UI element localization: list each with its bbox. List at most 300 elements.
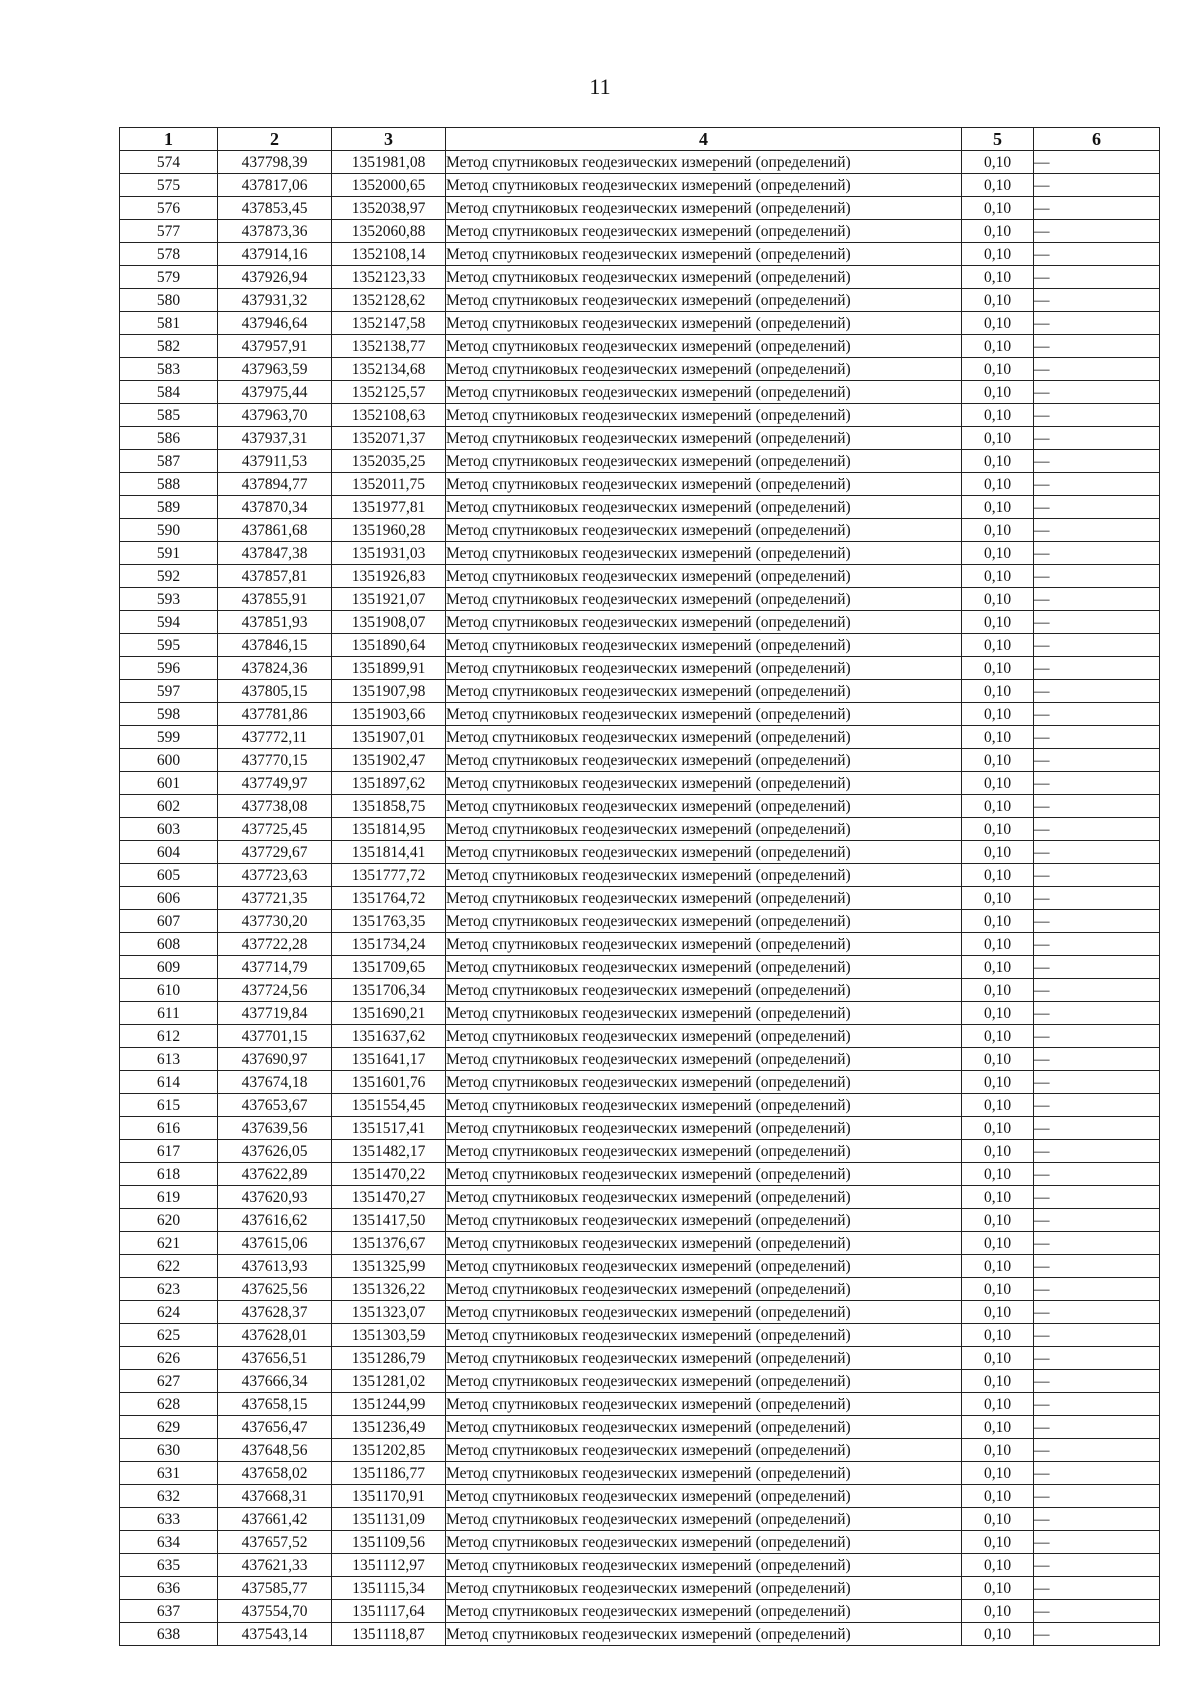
table-row — [120, 1071, 1160, 1094]
y-coordinate-cell: 1352108,63 — [332, 404, 446, 427]
y-coordinate-cell: 1351517,41 — [332, 1117, 446, 1140]
precision-cell: 0,10 — [962, 887, 1034, 910]
method-cell: Метод спутниковых геодезических измерений (определений) — [446, 335, 962, 358]
x-coordinate-cell: 437622,89 — [218, 1163, 332, 1186]
y-coordinate-cell: 1352125,57 — [332, 381, 446, 404]
precision-cell: 0,10 — [962, 1048, 1034, 1071]
x-coordinate-cell: 437926,94 — [218, 266, 332, 289]
description-cell: — — [1034, 1370, 1160, 1393]
point-number-cell: 610 — [120, 979, 218, 1002]
description-cell: — — [1034, 1324, 1160, 1347]
precision-cell: 0,10 — [962, 266, 1034, 289]
precision-cell: 0,10 — [962, 1324, 1034, 1347]
point-number-cell: 584 — [120, 381, 218, 404]
method-cell: Метод спутниковых геодезических измерений (определений) — [446, 749, 962, 772]
header-col-4: 4 — [446, 128, 962, 151]
description-cell: — — [1034, 634, 1160, 657]
point-number-cell: 585 — [120, 404, 218, 427]
x-coordinate-cell: 437648,56 — [218, 1439, 332, 1462]
description-cell: — — [1034, 151, 1160, 174]
precision-cell: 0,10 — [962, 151, 1034, 174]
precision-cell: 0,10 — [962, 703, 1034, 726]
description-cell: — — [1034, 1278, 1160, 1301]
method-cell: Метод спутниковых геодезических измерений (определений) — [446, 1209, 962, 1232]
point-number-cell: 578 — [120, 243, 218, 266]
point-number-cell: 623 — [120, 1278, 218, 1301]
method-cell: Метод спутниковых геодезических измерений (определений) — [446, 1485, 962, 1508]
x-coordinate-cell: 437857,81 — [218, 565, 332, 588]
description-cell: — — [1034, 496, 1160, 519]
x-coordinate-cell: 437729,67 — [218, 841, 332, 864]
table-row — [120, 1232, 1160, 1255]
precision-cell: 0,10 — [962, 404, 1034, 427]
method-cell: Метод спутниковых геодезических измерений (определений) — [446, 956, 962, 979]
precision-cell: 0,10 — [962, 1393, 1034, 1416]
description-cell: — — [1034, 979, 1160, 1002]
method-cell: Метод спутниковых геодезических измерений (определений) — [446, 473, 962, 496]
table-header — [120, 128, 1160, 151]
header-col-5: 5 — [962, 128, 1034, 151]
method-cell: Метод спутниковых геодезических измерений (определений) — [446, 818, 962, 841]
point-number-cell: 630 — [120, 1439, 218, 1462]
x-coordinate-cell: 437873,36 — [218, 220, 332, 243]
table-row — [120, 933, 1160, 956]
table-row — [120, 795, 1160, 818]
method-cell: Метод спутниковых геодезических измерений (определений) — [446, 1324, 962, 1347]
description-cell: — — [1034, 1531, 1160, 1554]
x-coordinate-cell: 437855,91 — [218, 588, 332, 611]
description-cell: — — [1034, 381, 1160, 404]
precision-cell: 0,10 — [962, 588, 1034, 611]
method-cell: Метод спутниковых геодезических измерений (определений) — [446, 266, 962, 289]
y-coordinate-cell: 1351981,08 — [332, 151, 446, 174]
precision-cell: 0,10 — [962, 841, 1034, 864]
point-number-cell: 583 — [120, 358, 218, 381]
method-cell: Метод спутниковых геодезических измерений (определений) — [446, 1094, 962, 1117]
y-coordinate-cell: 1351112,97 — [332, 1554, 446, 1577]
y-coordinate-cell: 1351554,45 — [332, 1094, 446, 1117]
y-coordinate-cell: 1351814,95 — [332, 818, 446, 841]
y-coordinate-cell: 1352060,88 — [332, 220, 446, 243]
method-cell: Метод спутниковых геодезических измерений (определений) — [446, 1025, 962, 1048]
y-coordinate-cell: 1352000,65 — [332, 174, 446, 197]
y-coordinate-cell: 1351777,72 — [332, 864, 446, 887]
precision-cell: 0,10 — [962, 933, 1034, 956]
precision-cell: 0,10 — [962, 1485, 1034, 1508]
method-cell: Метод спутниковых геодезических измерений (определений) — [446, 220, 962, 243]
x-coordinate-cell: 437674,18 — [218, 1071, 332, 1094]
table-row — [120, 1623, 1160, 1646]
x-coordinate-cell: 437620,93 — [218, 1186, 332, 1209]
header-col-3: 3 — [332, 128, 446, 151]
description-cell: — — [1034, 1416, 1160, 1439]
description-cell: — — [1034, 243, 1160, 266]
x-coordinate-cell: 437817,06 — [218, 174, 332, 197]
header-col-6: 6 — [1034, 128, 1160, 151]
point-number-cell: 598 — [120, 703, 218, 726]
point-number-cell: 586 — [120, 427, 218, 450]
table-row — [120, 1324, 1160, 1347]
point-number-cell: 595 — [120, 634, 218, 657]
description-cell: — — [1034, 1163, 1160, 1186]
coordinates-table — [119, 127, 1160, 1646]
x-coordinate-cell: 437639,56 — [218, 1117, 332, 1140]
point-number-cell: 574 — [120, 151, 218, 174]
precision-cell: 0,10 — [962, 289, 1034, 312]
method-cell: Метод спутниковых геодезических измерений (определений) — [446, 427, 962, 450]
method-cell: Метод спутниковых геодезических измерений (определений) — [446, 611, 962, 634]
precision-cell: 0,10 — [962, 1439, 1034, 1462]
y-coordinate-cell: 1351960,28 — [332, 519, 446, 542]
description-cell: — — [1034, 749, 1160, 772]
table-row — [120, 496, 1160, 519]
point-number-cell: 579 — [120, 266, 218, 289]
x-coordinate-cell: 437554,70 — [218, 1600, 332, 1623]
x-coordinate-cell: 437625,56 — [218, 1278, 332, 1301]
point-number-cell: 609 — [120, 956, 218, 979]
description-cell: — — [1034, 657, 1160, 680]
method-cell: Метод спутниковых геодезических измерений (определений) — [446, 1439, 962, 1462]
x-coordinate-cell: 437851,93 — [218, 611, 332, 634]
y-coordinate-cell: 1351706,34 — [332, 979, 446, 1002]
x-coordinate-cell: 437847,38 — [218, 542, 332, 565]
precision-cell: 0,10 — [962, 473, 1034, 496]
description-cell: — — [1034, 565, 1160, 588]
y-coordinate-cell: 1352123,33 — [332, 266, 446, 289]
y-coordinate-cell: 1352128,62 — [332, 289, 446, 312]
description-cell: — — [1034, 1048, 1160, 1071]
description-cell: — — [1034, 887, 1160, 910]
x-coordinate-cell: 437714,79 — [218, 956, 332, 979]
y-coordinate-cell: 1352035,25 — [332, 450, 446, 473]
description-cell: — — [1034, 1301, 1160, 1324]
point-number-cell: 601 — [120, 772, 218, 795]
point-number-cell: 637 — [120, 1600, 218, 1623]
point-number-cell: 590 — [120, 519, 218, 542]
x-coordinate-cell: 437730,20 — [218, 910, 332, 933]
point-number-cell: 619 — [120, 1186, 218, 1209]
x-coordinate-cell: 437626,05 — [218, 1140, 332, 1163]
method-cell: Метод спутниковых геодезических измерений (определений) — [446, 1554, 962, 1577]
table-row — [120, 887, 1160, 910]
method-cell: Метод спутниковых геодезических измерений (определений) — [446, 542, 962, 565]
table-row — [120, 1439, 1160, 1462]
table-row — [120, 979, 1160, 1002]
precision-cell: 0,10 — [962, 1278, 1034, 1301]
table-row — [120, 266, 1160, 289]
y-coordinate-cell: 1351470,22 — [332, 1163, 446, 1186]
table-row — [120, 772, 1160, 795]
precision-cell: 0,10 — [962, 1554, 1034, 1577]
x-coordinate-cell: 437616,62 — [218, 1209, 332, 1232]
table-row — [120, 1370, 1160, 1393]
precision-cell: 0,10 — [962, 1370, 1034, 1393]
x-coordinate-cell: 437658,15 — [218, 1393, 332, 1416]
point-number-cell: 617 — [120, 1140, 218, 1163]
point-number-cell: 633 — [120, 1508, 218, 1531]
y-coordinate-cell: 1351118,87 — [332, 1623, 446, 1646]
x-coordinate-cell: 437798,39 — [218, 151, 332, 174]
description-cell: — — [1034, 1393, 1160, 1416]
point-number-cell: 602 — [120, 795, 218, 818]
method-cell: Метод спутниковых геодезических измерений (определений) — [446, 1393, 962, 1416]
header-col-1: 1 — [120, 128, 218, 151]
method-cell: Метод спутниковых геодезических измерений (определений) — [446, 887, 962, 910]
y-coordinate-cell: 1351244,99 — [332, 1393, 446, 1416]
table-row — [120, 657, 1160, 680]
description-cell: — — [1034, 1186, 1160, 1209]
point-number-cell: 592 — [120, 565, 218, 588]
y-coordinate-cell: 1351921,07 — [332, 588, 446, 611]
y-coordinate-cell: 1352134,68 — [332, 358, 446, 381]
table-row — [120, 1485, 1160, 1508]
precision-cell: 0,10 — [962, 772, 1034, 795]
method-cell: Метод спутниковых геодезических измерений (определений) — [446, 1600, 962, 1623]
x-coordinate-cell: 437615,06 — [218, 1232, 332, 1255]
method-cell: Метод спутниковых геодезических измерений (определений) — [446, 680, 962, 703]
x-coordinate-cell: 437846,15 — [218, 634, 332, 657]
table-row — [120, 358, 1160, 381]
description-cell: — — [1034, 1209, 1160, 1232]
point-number-cell: 612 — [120, 1025, 218, 1048]
method-cell: Метод спутниковых геодезических измерений (определений) — [446, 358, 962, 381]
x-coordinate-cell: 437543,14 — [218, 1623, 332, 1646]
y-coordinate-cell: 1351236,49 — [332, 1416, 446, 1439]
table-row — [120, 1209, 1160, 1232]
description-cell: — — [1034, 1117, 1160, 1140]
description-cell: — — [1034, 956, 1160, 979]
method-cell: Метод спутниковых геодезических измерений (определений) — [446, 381, 962, 404]
table-row — [120, 151, 1160, 174]
point-number-cell: 604 — [120, 841, 218, 864]
method-cell: Метод спутниковых геодезических измерений (определений) — [446, 197, 962, 220]
method-cell: Метод спутниковых геодезических измерений (определений) — [446, 1232, 962, 1255]
x-coordinate-cell: 437781,86 — [218, 703, 332, 726]
method-cell: Метод спутниковых геодезических измерений (определений) — [446, 1623, 962, 1646]
method-cell: Метод спутниковых геодезических измерений (определений) — [446, 1071, 962, 1094]
y-coordinate-cell: 1351115,34 — [332, 1577, 446, 1600]
y-coordinate-cell: 1352038,97 — [332, 197, 446, 220]
method-cell: Метод спутниковых геодезических измерений (определений) — [446, 1347, 962, 1370]
y-coordinate-cell: 1351117,64 — [332, 1600, 446, 1623]
precision-cell: 0,10 — [962, 1071, 1034, 1094]
point-number-cell: 603 — [120, 818, 218, 841]
table-row — [120, 1508, 1160, 1531]
table-row — [120, 1462, 1160, 1485]
description-cell: — — [1034, 220, 1160, 243]
precision-cell: 0,10 — [962, 680, 1034, 703]
y-coordinate-cell: 1351303,59 — [332, 1324, 446, 1347]
y-coordinate-cell: 1351907,98 — [332, 680, 446, 703]
precision-cell: 0,10 — [962, 496, 1034, 519]
point-number-cell: 632 — [120, 1485, 218, 1508]
precision-cell: 0,10 — [962, 726, 1034, 749]
precision-cell: 0,10 — [962, 542, 1034, 565]
point-number-cell: 596 — [120, 657, 218, 680]
method-cell: Метод спутниковых геодезических измерений (определений) — [446, 151, 962, 174]
y-coordinate-cell: 1351897,62 — [332, 772, 446, 795]
y-coordinate-cell: 1351637,62 — [332, 1025, 446, 1048]
table-row — [120, 1002, 1160, 1025]
y-coordinate-cell: 1351326,22 — [332, 1278, 446, 1301]
precision-cell: 0,10 — [962, 174, 1034, 197]
point-number-cell: 629 — [120, 1416, 218, 1439]
table-row — [120, 312, 1160, 335]
precision-cell: 0,10 — [962, 243, 1034, 266]
point-number-cell: 625 — [120, 1324, 218, 1347]
description-cell: — — [1034, 864, 1160, 887]
method-cell: Метод спутниковых геодезических измерений (определений) — [446, 979, 962, 1002]
method-cell: Метод спутниковых геодезических измерений (определений) — [446, 1255, 962, 1278]
point-number-cell: 605 — [120, 864, 218, 887]
point-number-cell: 581 — [120, 312, 218, 335]
method-cell: Метод спутниковых геодезических измерений (определений) — [446, 703, 962, 726]
precision-cell: 0,10 — [962, 197, 1034, 220]
method-cell: Метод спутниковых геодезических измерений (определений) — [446, 519, 962, 542]
method-cell: Метод спутниковых геодезических измерений (определений) — [446, 565, 962, 588]
table-row — [120, 473, 1160, 496]
table-row — [120, 381, 1160, 404]
description-cell: — — [1034, 427, 1160, 450]
description-cell: — — [1034, 312, 1160, 335]
x-coordinate-cell: 437772,11 — [218, 726, 332, 749]
table-row — [120, 910, 1160, 933]
x-coordinate-cell: 437870,34 — [218, 496, 332, 519]
description-cell: — — [1034, 1232, 1160, 1255]
method-cell: Метод спутниковых геодезических измерений (определений) — [446, 1577, 962, 1600]
precision-cell: 0,10 — [962, 1462, 1034, 1485]
x-coordinate-cell: 437738,08 — [218, 795, 332, 818]
description-cell: — — [1034, 611, 1160, 634]
method-cell: Метод спутниковых геодезических измерений (определений) — [446, 588, 962, 611]
table-row — [120, 1577, 1160, 1600]
header-row — [120, 128, 1160, 151]
x-coordinate-cell: 437661,42 — [218, 1508, 332, 1531]
x-coordinate-cell: 437657,52 — [218, 1531, 332, 1554]
y-coordinate-cell: 1351482,17 — [332, 1140, 446, 1163]
x-coordinate-cell: 437621,33 — [218, 1554, 332, 1577]
description-cell: — — [1034, 1462, 1160, 1485]
method-cell: Метод спутниковых геодезических измерений (определений) — [446, 910, 962, 933]
point-number-cell: 591 — [120, 542, 218, 565]
page-number: 11 — [589, 74, 611, 99]
method-cell: Метод спутниковых геодезических измерений (определений) — [446, 1370, 962, 1393]
y-coordinate-cell: 1351281,02 — [332, 1370, 446, 1393]
x-coordinate-cell: 437723,63 — [218, 864, 332, 887]
y-coordinate-cell: 1352147,58 — [332, 312, 446, 335]
x-coordinate-cell: 437666,34 — [218, 1370, 332, 1393]
y-coordinate-cell: 1352011,75 — [332, 473, 446, 496]
y-coordinate-cell: 1351690,21 — [332, 1002, 446, 1025]
method-cell: Метод спутниковых геодезических измерений (определений) — [446, 1163, 962, 1186]
description-cell: — — [1034, 841, 1160, 864]
point-number-cell: 597 — [120, 680, 218, 703]
table-row — [120, 634, 1160, 657]
table-row — [120, 1278, 1160, 1301]
precision-cell: 0,10 — [962, 1002, 1034, 1025]
precision-cell: 0,10 — [962, 818, 1034, 841]
description-cell: — — [1034, 1255, 1160, 1278]
method-cell: Метод спутниковых геодезических измерений (определений) — [446, 841, 962, 864]
description-cell: — — [1034, 933, 1160, 956]
description-cell: — — [1034, 404, 1160, 427]
table-row — [120, 450, 1160, 473]
method-cell: Метод спутниковых геодезических измерений (определений) — [446, 1531, 962, 1554]
method-cell: Метод спутниковых геодезических измерений (определений) — [446, 1278, 962, 1301]
description-cell: — — [1034, 1002, 1160, 1025]
description-cell: — — [1034, 1508, 1160, 1531]
precision-cell: 0,10 — [962, 657, 1034, 680]
description-cell: — — [1034, 1554, 1160, 1577]
method-cell: Метод спутниковых геодезических измерений (определений) — [446, 1117, 962, 1140]
x-coordinate-cell: 437931,32 — [218, 289, 332, 312]
y-coordinate-cell: 1351858,75 — [332, 795, 446, 818]
point-number-cell: 618 — [120, 1163, 218, 1186]
precision-cell: 0,10 — [962, 1094, 1034, 1117]
precision-cell: 0,10 — [962, 1577, 1034, 1600]
y-coordinate-cell: 1351908,07 — [332, 611, 446, 634]
precision-cell: 0,10 — [962, 450, 1034, 473]
x-coordinate-cell: 437585,77 — [218, 1577, 332, 1600]
y-coordinate-cell: 1351109,56 — [332, 1531, 446, 1554]
point-number-cell: 635 — [120, 1554, 218, 1577]
description-cell: — — [1034, 772, 1160, 795]
point-number-cell: 599 — [120, 726, 218, 749]
x-coordinate-cell: 437975,44 — [218, 381, 332, 404]
y-coordinate-cell: 1351763,35 — [332, 910, 446, 933]
x-coordinate-cell: 437701,15 — [218, 1025, 332, 1048]
table-row — [120, 404, 1160, 427]
table-row — [120, 519, 1160, 542]
point-number-cell: 600 — [120, 749, 218, 772]
method-cell: Метод спутниковых геодезических измерений (определений) — [446, 634, 962, 657]
point-number-cell: 576 — [120, 197, 218, 220]
y-coordinate-cell: 1351641,17 — [332, 1048, 446, 1071]
table-body — [120, 151, 1160, 1646]
description-cell: — — [1034, 266, 1160, 289]
y-coordinate-cell: 1351709,65 — [332, 956, 446, 979]
y-coordinate-cell: 1351814,41 — [332, 841, 446, 864]
precision-cell: 0,10 — [962, 312, 1034, 335]
x-coordinate-cell: 437963,59 — [218, 358, 332, 381]
y-coordinate-cell: 1351286,79 — [332, 1347, 446, 1370]
method-cell: Метод спутниковых геодезических измерений (определений) — [446, 1462, 962, 1485]
x-coordinate-cell: 437724,56 — [218, 979, 332, 1002]
x-coordinate-cell: 437656,47 — [218, 1416, 332, 1439]
table-row — [120, 1094, 1160, 1117]
method-cell: Метод спутниковых геодезических измерений (определений) — [446, 1002, 962, 1025]
table-row — [120, 841, 1160, 864]
precision-cell: 0,10 — [962, 634, 1034, 657]
method-cell: Метод спутниковых геодезических измерений (определений) — [446, 726, 962, 749]
x-coordinate-cell: 437770,15 — [218, 749, 332, 772]
method-cell: Метод спутниковых геодезических измерений (определений) — [446, 1140, 962, 1163]
description-cell: — — [1034, 174, 1160, 197]
method-cell: Метод спутниковых геодезических измерений (определений) — [446, 933, 962, 956]
description-cell: — — [1034, 795, 1160, 818]
precision-cell: 0,10 — [962, 795, 1034, 818]
precision-cell: 0,10 — [962, 1255, 1034, 1278]
description-cell: — — [1034, 358, 1160, 381]
point-number-cell: 628 — [120, 1393, 218, 1416]
point-number-cell: 582 — [120, 335, 218, 358]
precision-cell: 0,10 — [962, 910, 1034, 933]
x-coordinate-cell: 437613,93 — [218, 1255, 332, 1278]
description-cell: — — [1034, 1577, 1160, 1600]
y-coordinate-cell: 1351977,81 — [332, 496, 446, 519]
precision-cell: 0,10 — [962, 1301, 1034, 1324]
y-coordinate-cell: 1351170,91 — [332, 1485, 446, 1508]
